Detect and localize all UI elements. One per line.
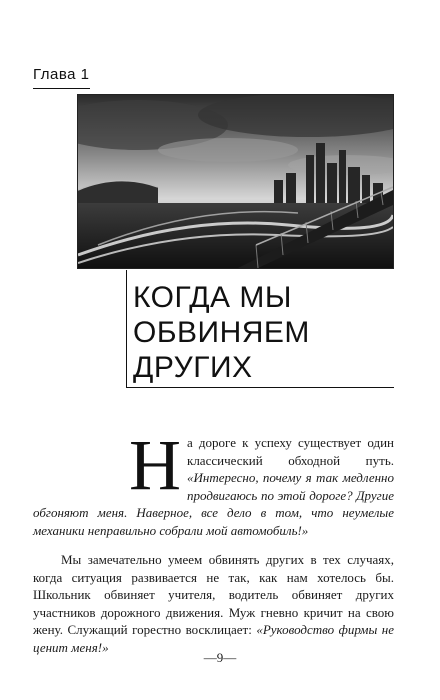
chapter-photo bbox=[77, 94, 394, 269]
chapter-title-line-2: ОБВИНЯЕМ bbox=[133, 316, 310, 349]
title-bottom-rule bbox=[126, 387, 394, 388]
paragraph-1-quote: «Интересно, почему я так медленно продвигаюсь по этой дороге? Другие обгоняют меня. Наверное, все дело в том, что неумелые механики неправильно собрали мой автомобиль!» bbox=[33, 470, 394, 538]
drop-cap: Н bbox=[129, 425, 181, 505]
paragraph-2 bbox=[33, 551, 394, 656]
chapter-title bbox=[126, 270, 394, 388]
chapter-label: Глава 1 bbox=[33, 66, 90, 83]
chapter-underline bbox=[33, 88, 90, 89]
paragraph-1-text: а дороге к успеху существует один классический обходной путь. bbox=[187, 435, 394, 468]
body-text bbox=[33, 425, 394, 656]
paragraph-1 bbox=[33, 425, 394, 539]
paragraph-2-quote: «Руководство фирмы не ценит меня!» bbox=[33, 622, 394, 655]
paragraph-2-text: Мы замечательно умеем обвинять других в тех случаях, когда ситуация развивается не так, как нам хотелось бы. Школьник обвиняет учителя, водитель обвиняет других участников дорожного движения. Муж гневно кричит на свою жену. Служащий горестно восклицает: bbox=[33, 552, 394, 637]
chapter-title-line-3: ДРУГИХ bbox=[133, 351, 253, 384]
chapter-title-line-1: КОГДА МЫ bbox=[133, 281, 292, 314]
page-number: —9— bbox=[203, 650, 237, 665]
